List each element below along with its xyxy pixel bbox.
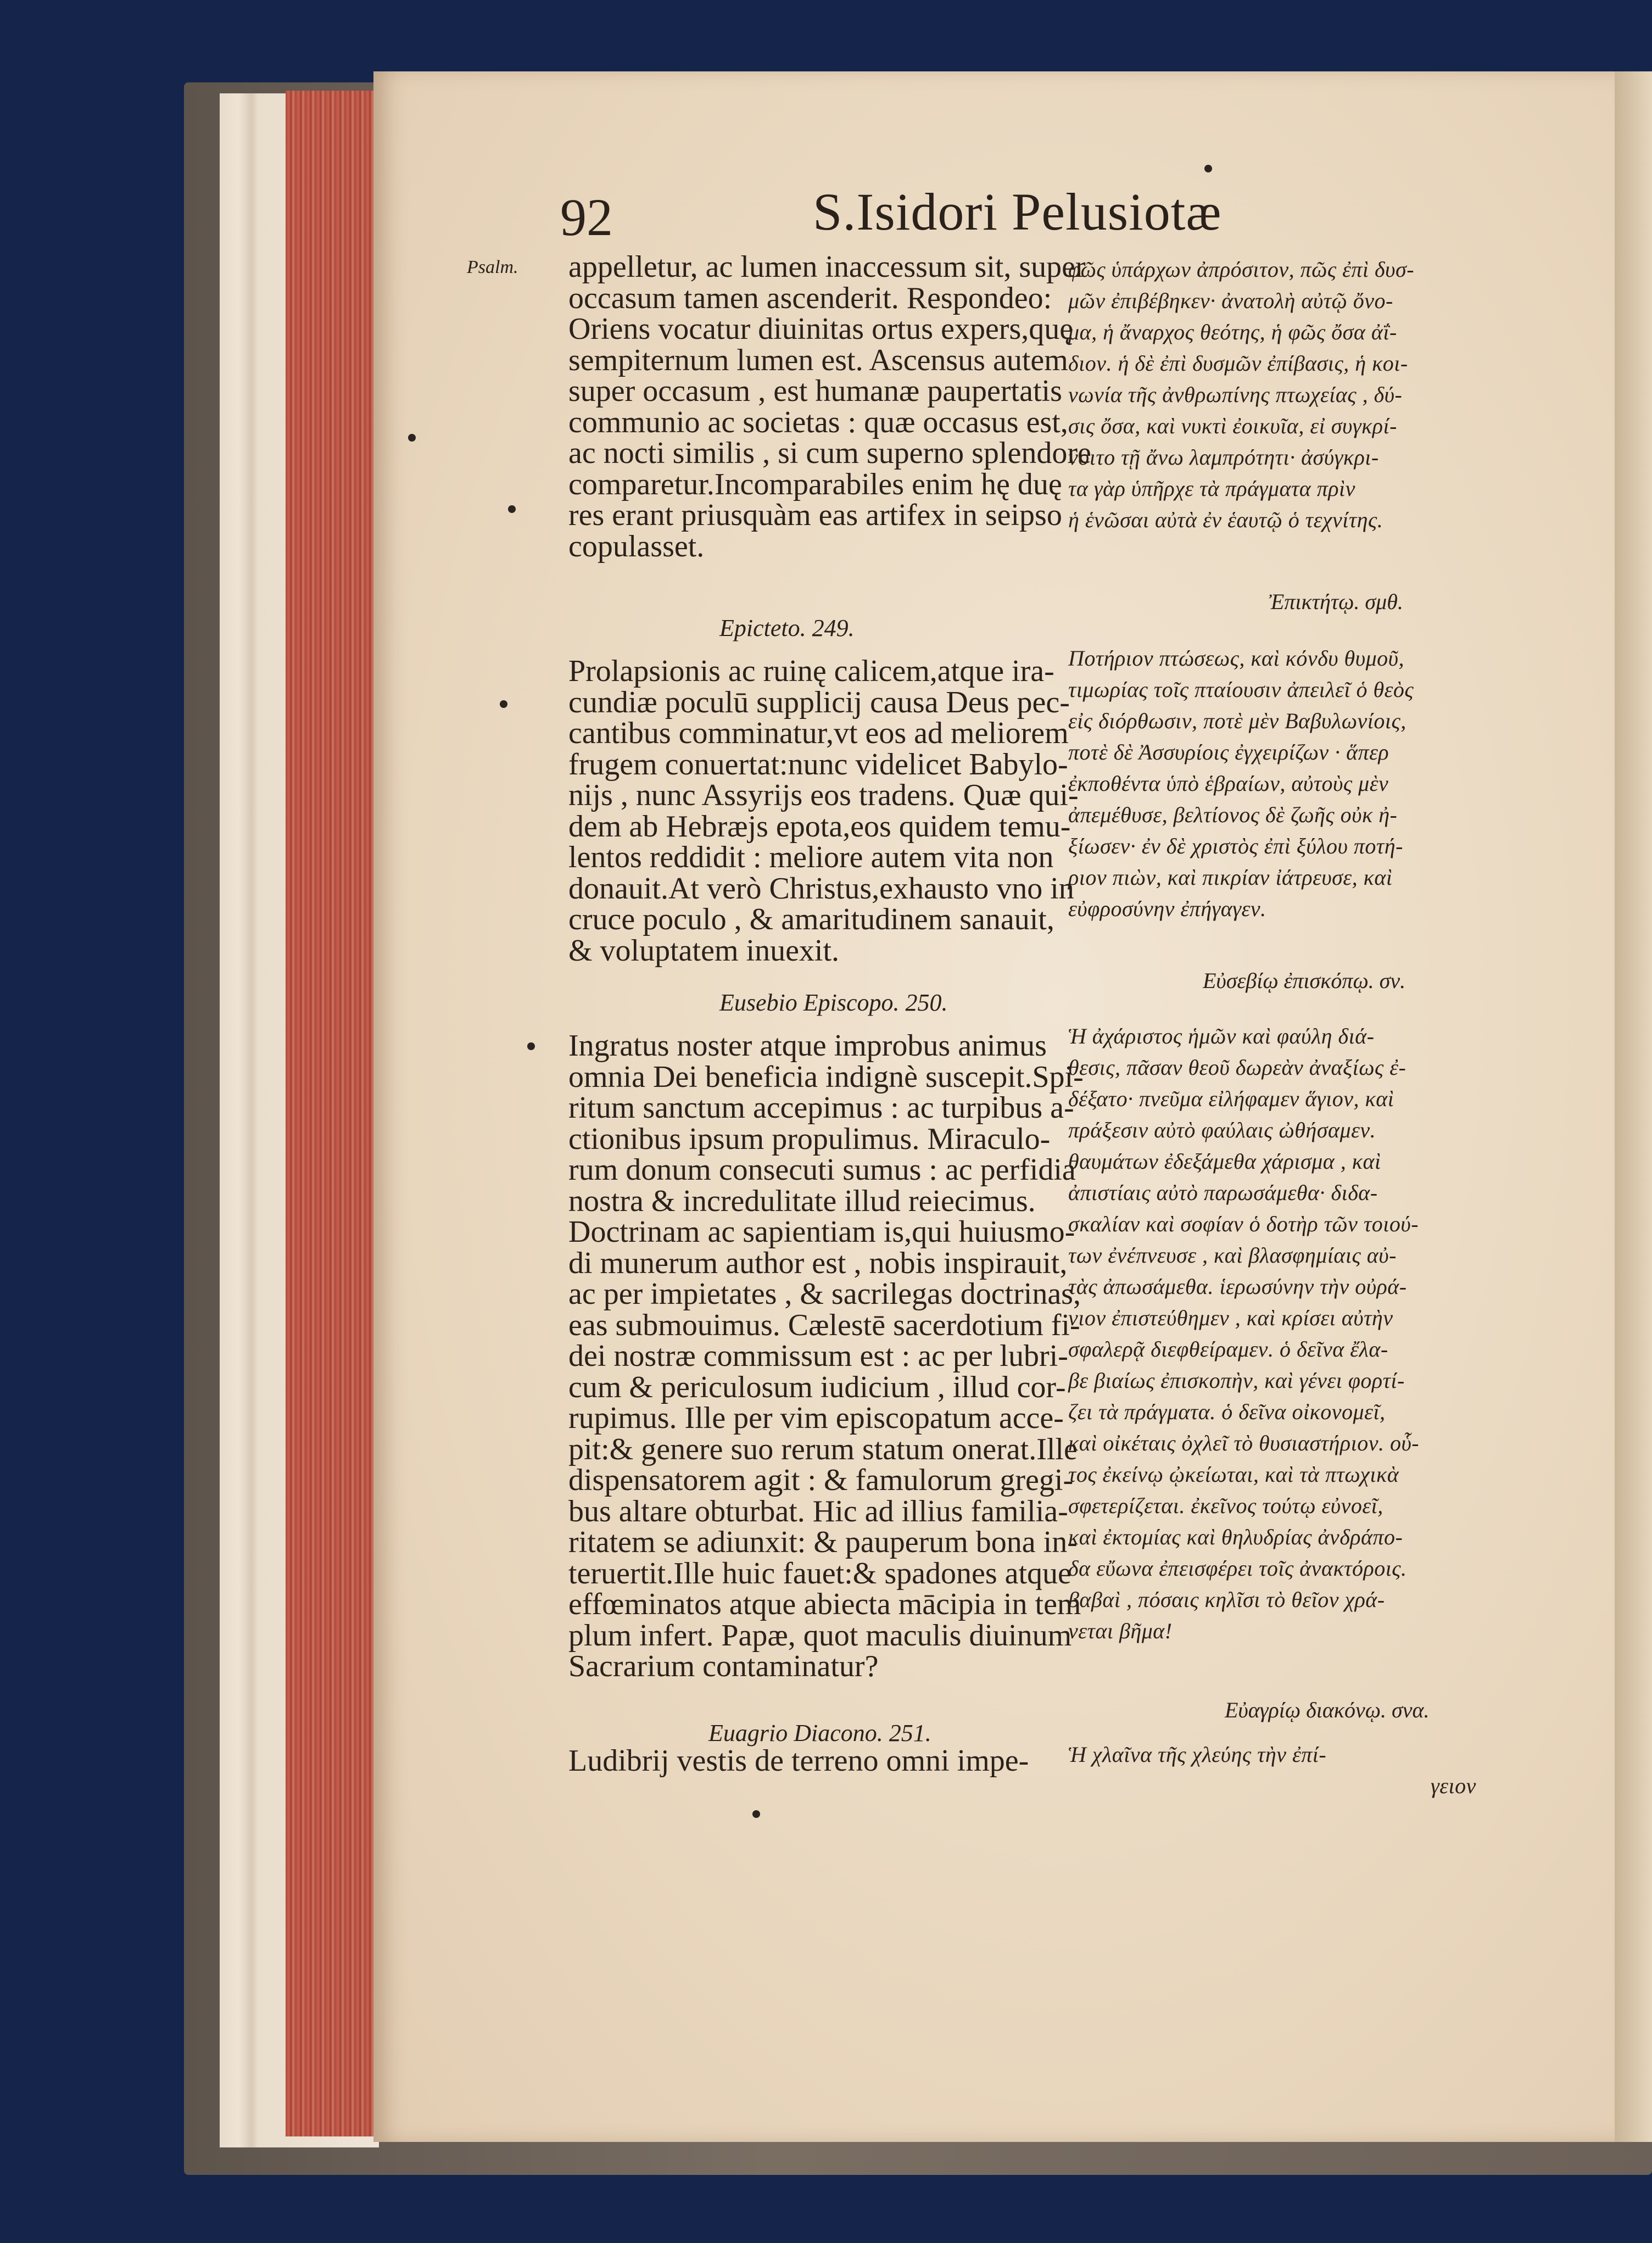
text-line: εὐφροσύνην ἐπήγαγεν.	[1068, 896, 1266, 921]
text-line: nostra & incredulitate illud reiecimus.	[568, 1184, 1036, 1218]
text-line: νωνία τῆς ἀνθρωπίνης πτωχείας , δύ-	[1068, 382, 1403, 407]
red-page-edge	[286, 91, 379, 2136]
text-line: pit:& genere suo rerum statum onerat.Ille	[568, 1432, 1078, 1466]
letter-heading-greek-250: Εὐσεβίῳ ἐπισκόπῳ. σν.	[1203, 968, 1406, 993]
greek-block-4	[1068, 1739, 1476, 1801]
text-line: ἀπεμέθυσε, βελτίονος δὲ ζωῆς οὐκ ἠ-	[1068, 802, 1398, 827]
ink-spot	[527, 1042, 535, 1050]
text-line: ritum sanctum accepimus : ac turpibus a-	[568, 1091, 1074, 1125]
ink-spot	[500, 700, 507, 708]
text-line: καὶ οἰκέταις ὀχλεῖ τὸ θυσιαστήριον. οὗ-	[1068, 1431, 1420, 1455]
text-line: ritatem se adiunxit: & pauperum bona in-	[568, 1525, 1078, 1559]
text-line: δα εὔωνα ἐπεισφέρει τοῖς ἀνακτόροις.	[1068, 1556, 1407, 1581]
page-title: S.Isidori Pelusiotæ	[813, 182, 1222, 241]
text-line: Ingratus noster atque improbus animus	[568, 1029, 1047, 1063]
text-line: νεται βῆμα!	[1068, 1619, 1173, 1643]
text-line: Ἡ ἀχάριστος ἡμῶν καὶ φαύλη διά-	[1068, 1024, 1375, 1048]
margin-note: Psalm.	[467, 257, 518, 277]
text-line: nijs , nunc Assyrijs eos tradens. Quæ qui-	[568, 778, 1079, 812]
text-line: ac nocti similis , si cum superno splendore	[568, 436, 1091, 470]
text-line: teruertit.Ille huic fauet:& spadones atque	[568, 1556, 1071, 1591]
letter-heading-latin-250: Eusebio Episcopo. 250.	[719, 989, 948, 1016]
text-line: res erant priusquàm eas artifex in seipso	[568, 498, 1062, 532]
text-line: τὰς ἀπωσάμεθα. ἱερωσύνην τὴν οὐρά-	[1068, 1274, 1407, 1299]
text-line: μα, ἡ ἄναρχος θεότης, ἡ φῶς ὄσα ἀΐ-	[1068, 320, 1397, 344]
text-line: δέξατο· πνεῦμα εἰλήφαμεν ἅγιον, καὶ	[1068, 1086, 1394, 1111]
text-line: ξίωσεν· ἐν δὲ χριστὸς ἐπὶ ξύλου ποτή-	[1068, 834, 1403, 858]
text-line: copulasset.	[568, 529, 705, 563]
text-line: cantibus comminatur,vt eos ad meliorem	[568, 716, 1069, 750]
text-line: ac per impietates , & sacrilegas doctrinas,	[568, 1277, 1081, 1311]
text-line: appelletur, ac lumen inaccessum sit, super	[568, 250, 1086, 284]
text-line: cruce poculo , & amaritudinem sanauit,	[568, 902, 1054, 936]
text-line: θαυμάτων ἐδεξάμεθα χάρισμα , καὶ	[1068, 1149, 1381, 1174]
text-line: πράξεσιν αὐτὸ φαύλαις ὠθήσαμεν.	[1068, 1118, 1376, 1142]
text-line: Doctrinam ac sapientiam is,qui huiusmo-	[568, 1215, 1075, 1249]
page-number: 92	[560, 188, 613, 247]
text-line: occasum tamen ascenderit. Respondeo:	[568, 281, 1052, 315]
text-line: super occasum , est humanæ paupertatis	[568, 374, 1062, 408]
text-line: τιμωρίας τοῖς πταίουσιν ἀπειλεῖ ὁ θεὸς	[1068, 677, 1414, 702]
text-line: di munerum author est , nobis inspirauit,	[568, 1246, 1068, 1280]
text-line: Ludibrij vestis de terreno omni impe-	[568, 1744, 1029, 1778]
text-line: εἰς διόρθωσιν, ποτὲ μὲν Βαβυλωνίοις,	[1068, 708, 1407, 733]
text-line: μῶν ἐπιβέβηκεν· ἀνατολὴ αὐτῷ ὄνο-	[1068, 288, 1393, 313]
text-line: cum & periculosum iudicium , illud cor-	[568, 1370, 1066, 1404]
text-line: eas submouimus. Cælestē sacerdotium fi-	[568, 1308, 1080, 1342]
text-line: ποτὲ δὲ Ἀσσυρίοις ἐγχειρίζων · ἅπερ	[1068, 740, 1389, 765]
text-line: ἡ ἑνῶσαι αὐτὰ ἐν ἑαυτῷ ὁ τεχνίτης.	[1068, 507, 1383, 532]
letter-heading-latin-249: Epicteto. 249.	[719, 615, 855, 641]
greek-block-2	[1068, 643, 1414, 924]
text-line: frugem conuertat:nunc videlicet Babylo-	[568, 747, 1068, 782]
text-line: ἀπιστίαις αὐτὸ παρωσάμεθα· διδα-	[1068, 1180, 1378, 1205]
text-line: comparetur.Incomparabiles enim hę duę	[568, 467, 1062, 501]
text-line: τα γὰρ ὑπῆρχε τὰ πράγματα πρὶν	[1068, 476, 1355, 501]
text-line: ctionibus ipsum propulimus. Miraculo-	[568, 1122, 1051, 1156]
text-line: ἐκποθέντα ὑπὸ ἑβραίων, αὐτοὺς μὲν	[1068, 771, 1389, 796]
text-line: donauit.At verò Christus,exhausto vno in	[568, 871, 1074, 906]
ink-spot	[752, 1810, 760, 1818]
text-line: omnia Dei beneficia indignè suscepit.Spi-	[568, 1059, 1084, 1094]
letter-heading-greek-251: Εὐαγρίῳ διακόνῳ. σνα.	[1225, 1698, 1430, 1722]
latin-block-3	[568, 1030, 1084, 1682]
text-line: Sacrarium contaminatur?	[568, 1649, 879, 1683]
facing-page-edge	[1615, 71, 1652, 2142]
greek-block-1	[1068, 254, 1414, 535]
text-line: ριον πιὼν, καὶ πικρίαν ἰάτρευσε, καὶ	[1068, 865, 1393, 890]
text-line: dei nostræ commissum est : ac per lubri-	[568, 1339, 1068, 1373]
text-line: lentos reddidit : meliore autem vita non	[568, 840, 1054, 874]
text-line: τος ἐκείνῳ ᾠκείωται, καὶ τὰ πτωχικὰ	[1068, 1462, 1399, 1487]
ink-spot	[1204, 165, 1212, 172]
text-line: ζει τὰ πράγματα. ὁ δεῖνα οἰκονομεῖ,	[1068, 1399, 1386, 1424]
text-line: σκαλίαν καὶ σοφίαν ὁ δοτὴρ τῶν τοιού-	[1068, 1212, 1419, 1236]
text-line: communio ac societas : quæ occasus est,	[568, 405, 1068, 439]
text-line: plum infert. Papæ, quot maculis diuinum	[568, 1618, 1072, 1653]
text-line: βε βιαίως ἐπισκοπὴν, καὶ γένει φορτί-	[1068, 1368, 1405, 1393]
text-line: γειον	[1431, 1773, 1476, 1798]
text-line: σφαλερᾷ διεφθείραμεν. ὁ δεῖνα ἔλα-	[1068, 1337, 1388, 1362]
text-line: των ἐνέπνευσε , καὶ βλασφημίαις αὐ-	[1068, 1243, 1397, 1268]
text-line: & voluptatem inuexit.	[568, 933, 840, 968]
greek-block-3	[1068, 1020, 1419, 1647]
text-line: Ποτήριον πτώσεως, καὶ κόνδυ θυμοῦ,	[1068, 646, 1404, 671]
text-line: rupimus. Ille per vim episcopatum acce-	[568, 1401, 1064, 1435]
text-line: νιον ἐπιστεύθημεν , καὶ κρίσει αὐτὴν	[1068, 1305, 1393, 1330]
text-line: σις ὄσα, καὶ νυκτὶ ἐοικυῖα, εἰ συγκρί-	[1068, 414, 1397, 438]
text-line: σφετερίζεται. ἐκεῖνος τούτῳ εὐνοεῖ,	[1068, 1493, 1383, 1518]
ink-spot	[508, 505, 516, 513]
text-line: Prolapsionis ac ruinę calicem,atque ira-	[568, 654, 1054, 688]
text-line: effœminatos atque abiecta mācipia in tem	[568, 1587, 1081, 1621]
text-line: Ἡ χλαῖνα τῆς χλεύης τὴν ἐπί-	[1068, 1742, 1327, 1767]
text-line: νοιτο τῇ ἄνω λαμπρότητι· ἀσύγκρι-	[1068, 445, 1379, 470]
text-line: θεσις, πᾶσαν θεοῦ δωρεὰν ἀναξίως ἐ-	[1068, 1055, 1407, 1080]
latin-block-2	[568, 656, 1079, 966]
text-line: sempiternum lumen est. Ascensus autem	[568, 343, 1068, 377]
text-line: βαβαὶ , πόσαις κηλῖσι τὸ θεῖον χρά-	[1068, 1587, 1385, 1612]
text-line: cundiæ poculū supplicij causa Deus pec-	[568, 685, 1070, 719]
text-line: καὶ ἐκτομίας καὶ θηλυδρίας ἀνδράπο-	[1068, 1525, 1403, 1549]
text-line: rum donum consecuti sumus : ac perfidia	[568, 1153, 1076, 1187]
text-line: dem ab Hebræjs epota,eos quidem temu-	[568, 809, 1071, 844]
text-line: bus altare obturbat. Hic ad illius familia-	[568, 1494, 1068, 1528]
text-line: dispensatorem agit : & famulorum gregi-	[568, 1463, 1074, 1497]
latin-block-4	[568, 1745, 1029, 1777]
text-line: Oriens vocatur diuinitas ortus expers,quę	[568, 312, 1074, 346]
latin-block-1	[568, 252, 1091, 562]
letter-heading-latin-251: Euagrio Diacono. 251.	[708, 1720, 931, 1747]
text-line: φῶς ὑπάρχων ἀπρόσιτον, πῶς ἐπὶ δυσ-	[1068, 257, 1415, 282]
text-line: διον. ἡ δὲ ἐπὶ δυσμῶν ἐπίβασις, ἡ κοι-	[1068, 351, 1408, 376]
ink-spot	[408, 434, 416, 442]
letter-heading-greek-249: Ἐπικτήτῳ. σμθ.	[1269, 589, 1403, 614]
